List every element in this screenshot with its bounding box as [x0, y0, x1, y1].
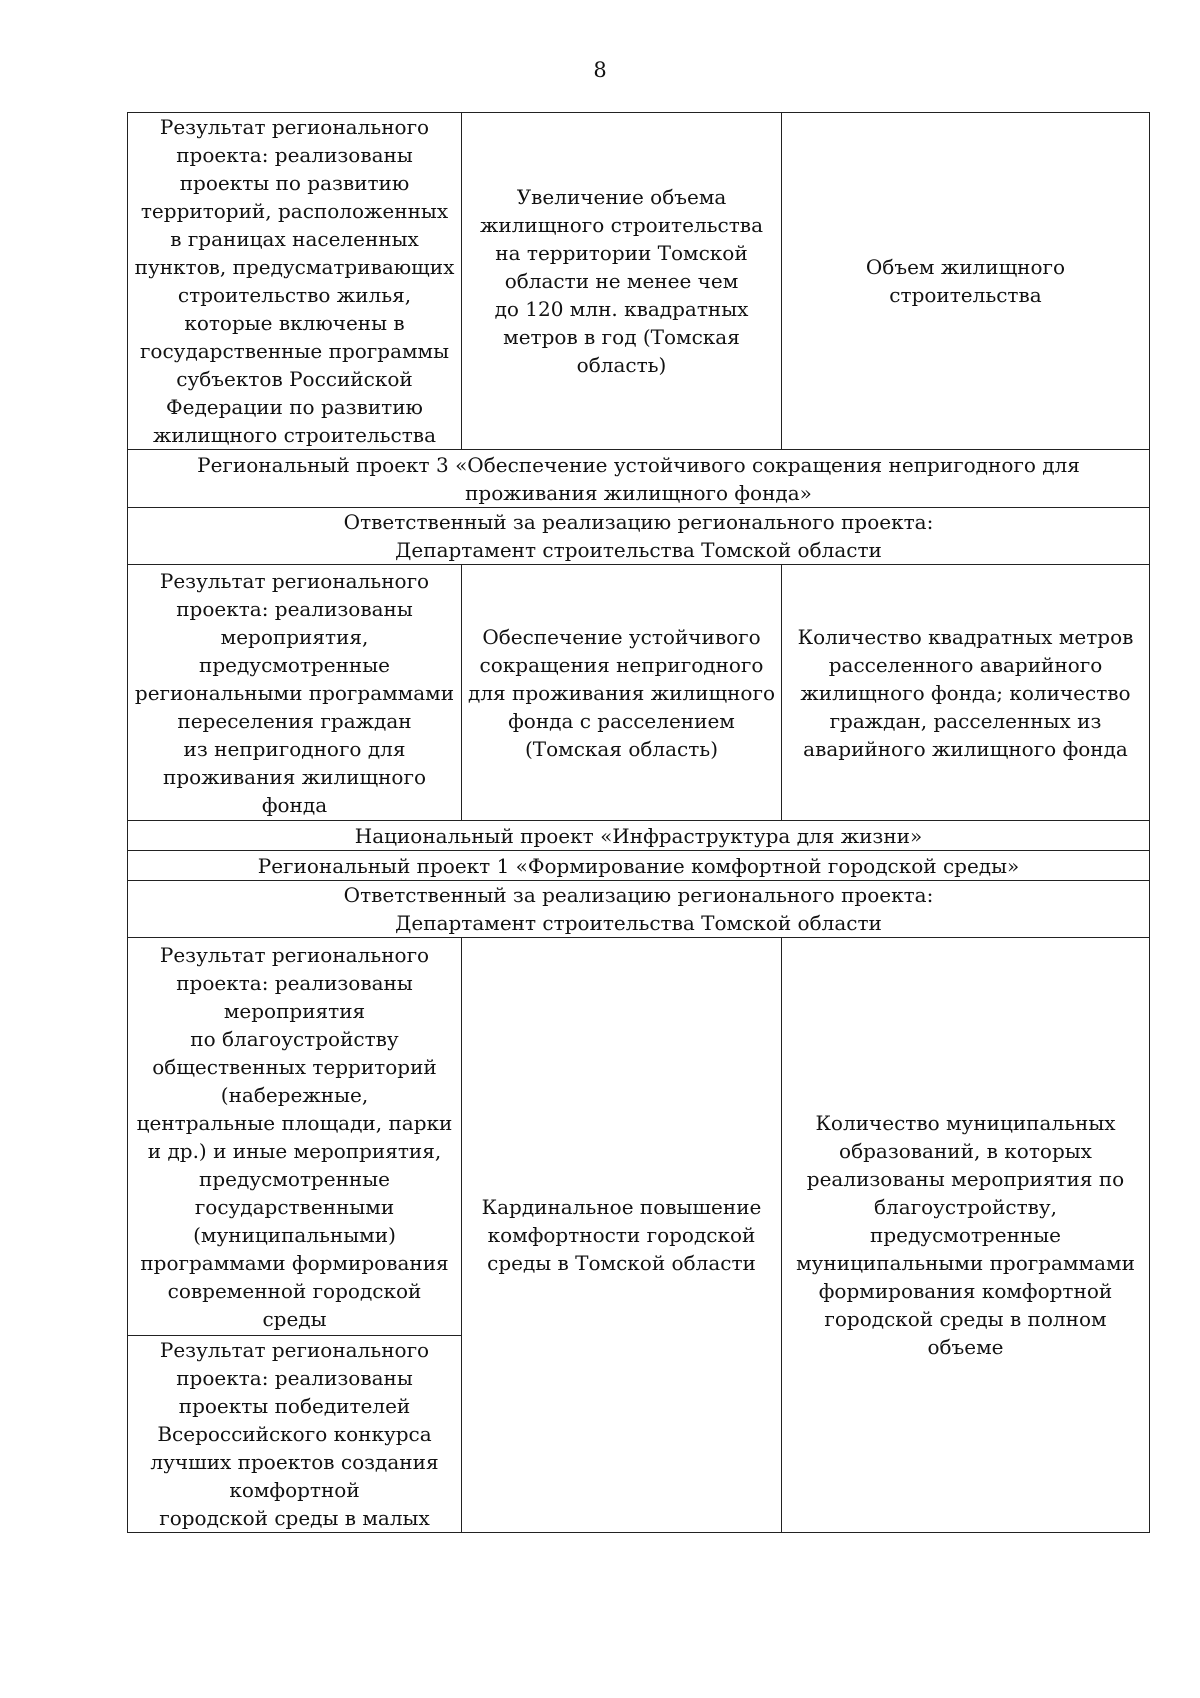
indicator-cell: Количество квадратных метров расселенного аварийного жилищного фонда; количество граждан, расселенных из аварийного жилищного фонда: [782, 565, 1150, 821]
page-number: 8: [593, 58, 607, 82]
result-cell: Результат регионального проекта: реализованы проекты победителей Всероссийского конкурса лучших проектов создания комфортной городской среды в малых: [128, 1336, 462, 1533]
goal-cell: Кардинальное повышение комфортности городской среды в Томской области: [462, 938, 782, 1533]
result-cell: Результат регионального проекта: реализованы мероприятия по благоустройству общественных территорий (набережные, центральные площади, парки и др.) и иные мероприятия, предусмотренные государственными (муниципальными) программами формирования современной городской среды: [128, 938, 462, 1336]
indicator-cell: Количество муниципальных образований, в которых реализованы мероприятия по благоустройству, предусмотренные муниципальными программами формирования комфортной городской среды в полном объеме: [782, 938, 1150, 1533]
regional-project-title: Региональный проект 3 «Обеспечение устойчивого сокращения непригодного для проживания жилищного фонда»: [128, 450, 1150, 508]
goal-cell: Обеспечение устойчивого сокращения непригодного для проживания жилищного фонда с расселением (Томская область): [462, 565, 782, 821]
table-row: [128, 450, 1150, 508]
table-row: [128, 881, 1150, 938]
result-cell: Результат регионального проекта: реализованы мероприятия, предусмотренные региональными программами переселения граждан из непригодного для проживания жилищного фонда: [128, 565, 462, 821]
table-row: [128, 851, 1150, 881]
table-row: [128, 821, 1150, 851]
indicator-cell: Объем жилищного строительства: [782, 113, 1150, 450]
table-row: [128, 508, 1150, 565]
regional-project-title: Региональный проект 1 «Формирование комфортной городской среды»: [128, 851, 1150, 881]
national-project-title: Национальный проект «Инфраструктура для жизни»: [128, 821, 1150, 851]
table-row: [128, 565, 1150, 821]
goal-cell: Увеличение объема жилищного строительства на территории Томской области не менее чем до 120 млн. квадратных метров в год (Томская область): [462, 113, 782, 450]
goals-table: [127, 112, 1150, 1533]
responsible-department: Ответственный за реализацию регионального проекта: Департамент строительства Томской области: [128, 881, 1150, 938]
table-row: [128, 113, 1150, 450]
result-cell: Результат регионального проекта: реализованы проекты по развитию территорий, расположенных в границах населенных пунктов, предусматривающих строительство жилья, которые включены в государственные программы субъектов Российской Федерации по развитию жилищного строительства: [128, 113, 462, 450]
table-row: [128, 938, 1150, 1336]
responsible-department: Ответственный за реализацию регионального проекта: Департамент строительства Томской области: [128, 508, 1150, 565]
